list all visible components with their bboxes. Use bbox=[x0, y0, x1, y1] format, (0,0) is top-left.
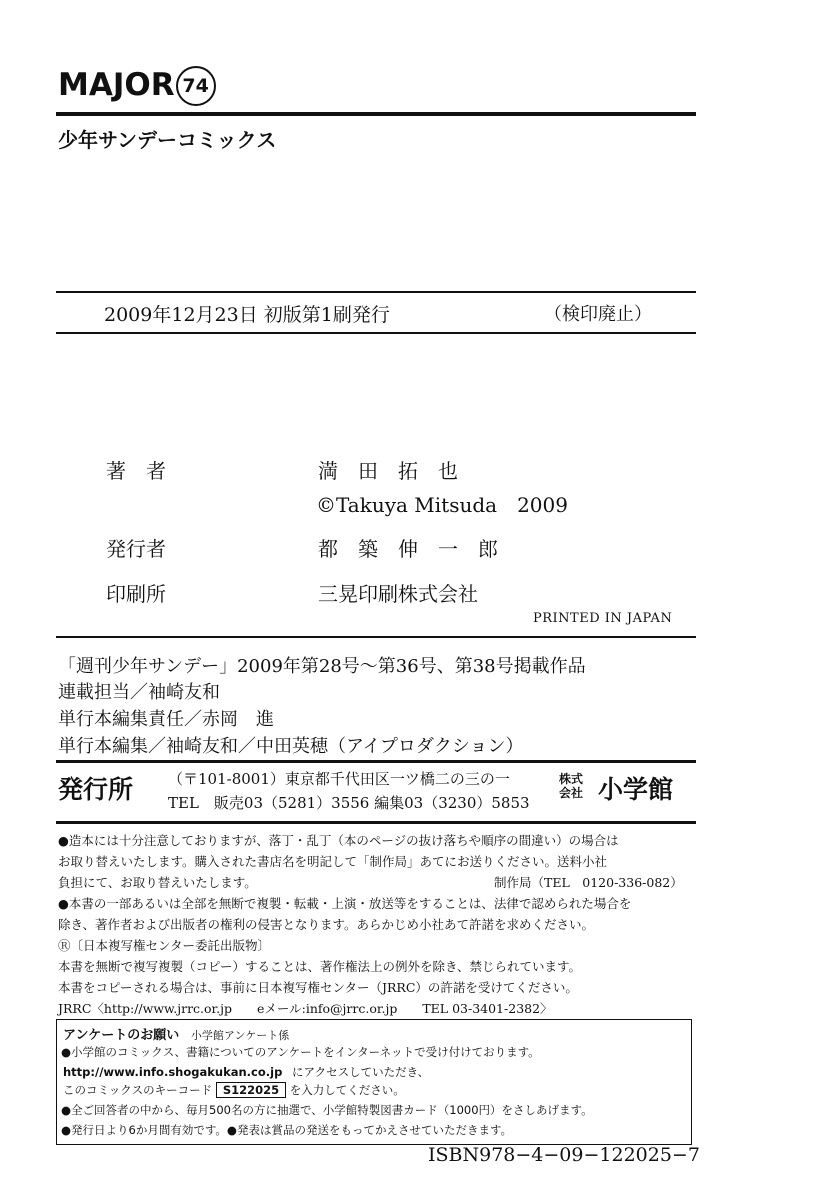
serialization-line: 単行本編集責任／赤岡 進 bbox=[58, 709, 274, 730]
credit-copyright: ©Takuya Mitsuda 2009 bbox=[316, 493, 568, 517]
survey-code-label: このコミックスのキーコード bbox=[63, 1083, 213, 1097]
notice-line: ●造本には十分注意しておりますが、落丁・乱丁（本のページの抜け落ちや順序の間違い）の場合は bbox=[58, 833, 619, 848]
serialization-line: 単行本編集／袖崎友和／中田英穂（アイプロダクション） bbox=[58, 736, 524, 757]
notice-line: お取り替えいたします。購入された書店名を明記して「制作局」あてにお送りください。送料小社 bbox=[58, 854, 608, 869]
credit-printer-name: 三晃印刷株式会社 bbox=[318, 582, 478, 606]
survey-code-line bbox=[63, 1082, 405, 1098]
isbn: ISBN978−4−09−122025−7 bbox=[428, 1144, 700, 1166]
label-name: 少年サンデーコミックス bbox=[58, 128, 277, 152]
notice-line: 本書を無断で複写複製（コピー）することは、著作権法上の例外を除き、禁じられています。 bbox=[58, 959, 582, 974]
credit-publisher-role: 発行者 bbox=[106, 537, 166, 561]
issue-bottom-rule bbox=[56, 332, 696, 334]
serialization-line: 連載担当／袖崎友和 bbox=[58, 682, 220, 703]
title-rule bbox=[56, 112, 696, 116]
survey-box bbox=[56, 1019, 692, 1145]
survey-heading bbox=[63, 1024, 289, 1043]
notice-line: 本書をコピーされる場合は、事前に日本複写権センター（JRRC）の許諾を受けてください。 bbox=[58, 980, 578, 995]
issue-top-rule bbox=[56, 291, 696, 293]
stamp-note: （検印廃止） bbox=[544, 304, 652, 325]
credit-printer-role: 印刷所 bbox=[106, 582, 166, 606]
volume-badge: 74 bbox=[176, 66, 216, 106]
serial-top-rule bbox=[56, 636, 696, 638]
survey-code-instruction: を入力してください。 bbox=[289, 1083, 405, 1097]
notice-top-rule bbox=[56, 821, 696, 824]
survey-recipient: 小学館アンケート係 bbox=[190, 1029, 290, 1042]
notice-line: Ⓡ〔日本複写権センター委託出版物〕 bbox=[58, 938, 271, 953]
credit-author-role: 著 者 bbox=[106, 459, 166, 483]
publisher-label: 発行所 bbox=[58, 775, 134, 804]
publisher-address: （〒101-8001）東京都千代田区一ツ橋二の三の一 bbox=[168, 770, 510, 788]
production-contact: 制作局（TEL 0120-336-082） bbox=[494, 875, 683, 890]
notice-line: ●本書の一部あるいは全部を無断で複製・転載・上演・放送等をすることは、法律で認められた場合を bbox=[58, 896, 632, 911]
printed-in: PRINTED IN JAPAN bbox=[533, 611, 673, 626]
survey-url-line bbox=[63, 1064, 429, 1080]
survey-key-code: S122025 bbox=[216, 1082, 286, 1098]
issue-date: 2009年12月23日 初版第1刷発行 bbox=[104, 304, 390, 326]
survey-line: ●発行日より6か月間有効です。●発表は賞品の発送をもってかえさせていただきます。 bbox=[61, 1123, 513, 1137]
notice-line: 除き、著作者および出版者の権利の侵害となります。あらかじめ小社あて許諾を求めください。 bbox=[58, 917, 595, 932]
series-name: MAJOR bbox=[58, 67, 175, 103]
publisher-phone: TEL 販売03（5281）3556 編集03（3230）5853 bbox=[168, 794, 530, 812]
publisher-top-rule bbox=[56, 760, 696, 763]
survey-url[interactable]: http://www.info.shogakukan.co.jp bbox=[63, 1065, 283, 1079]
survey-line: ●小学館のコミックス、書籍についてのアンケートをインターネットで受け付けております。 bbox=[61, 1045, 540, 1059]
credit-author-name: 満 田 拓 也 bbox=[318, 459, 458, 483]
survey-title: アンケートのお願い bbox=[63, 1028, 180, 1043]
serialization-line: 「週刊少年サンデー」2009年第28号～第36号、第38号掲載作品 bbox=[58, 656, 586, 677]
survey-url-note: にアクセスしていただき、 bbox=[291, 1065, 430, 1079]
notice-line: 負担にて、お取り替えいたします。 bbox=[58, 875, 257, 890]
survey-line: ●全ご回答者の中から、毎月500名の方に抽選で、小学館特製図書カード（1000円）をさしあげます。 bbox=[61, 1103, 593, 1117]
publisher-name: 小学館 bbox=[598, 775, 674, 804]
notice-line: JRRC〈http://www.jrrc.or.jp eメール:info@jrrc.or.jp TEL 03-3401-2382〉 bbox=[58, 1001, 553, 1016]
credit-publisher-name: 都 築 伸 一 郎 bbox=[318, 537, 498, 561]
series-title bbox=[58, 66, 216, 106]
kaisha-mark: 株式会社 bbox=[558, 772, 583, 800]
